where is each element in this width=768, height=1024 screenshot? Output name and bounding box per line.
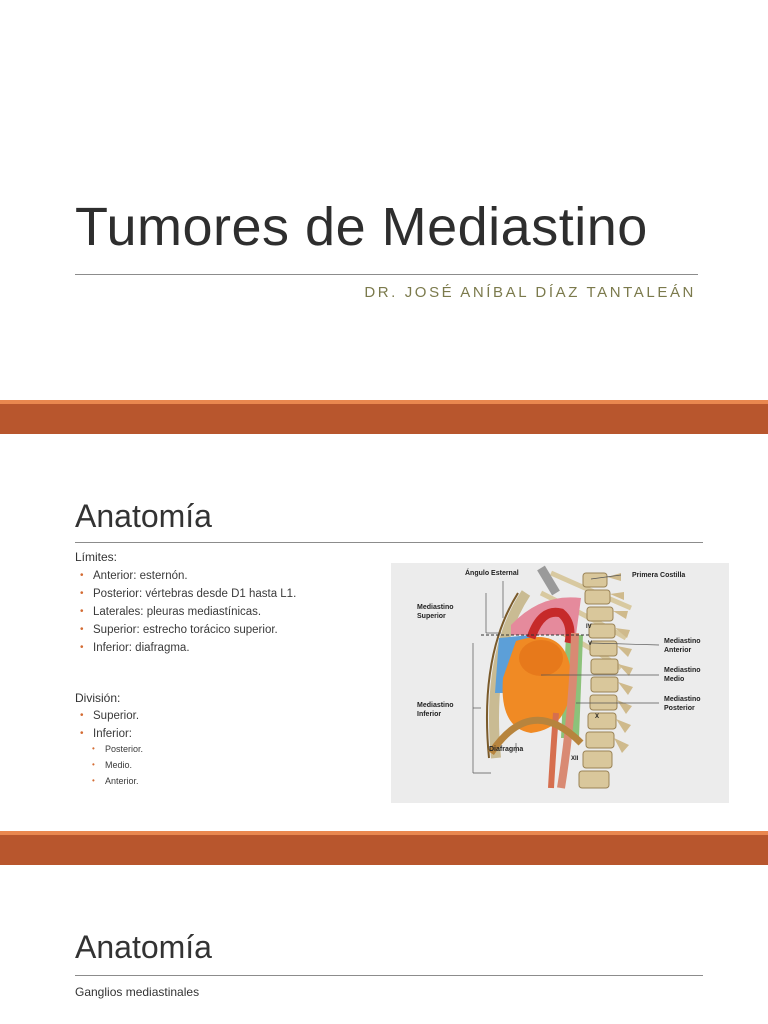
list-item: • Medio. (92, 757, 143, 773)
slide-title (0, 0, 768, 400)
list-item: • Inferior: (80, 725, 139, 743)
label-vertebra-iv: IV (586, 624, 592, 630)
slide-title-text: Tumores de Mediastino (75, 197, 648, 257)
slide-separator (0, 400, 768, 434)
label-primera-costilla: Primera Costilla (632, 572, 686, 579)
list-item: • Inferior: diafragma. (80, 639, 296, 657)
label-mediastino-superior: Mediastino Superior (417, 604, 454, 620)
label-mediastino-inferior: Mediastino Inferior (417, 702, 454, 718)
anatomy-heading: Anatomía (75, 929, 212, 965)
list-item: • Superior. (80, 707, 139, 725)
label-angulo-esternal: Ángulo Esternal (465, 570, 519, 577)
anatomy-heading: Anatomía (75, 498, 212, 534)
label-diafragma: Diafragma (489, 746, 524, 753)
division-sublist (92, 741, 143, 789)
label-mediastino-posterior: Mediastino Posterior (664, 696, 701, 712)
limits-list (80, 567, 296, 657)
list-item: • Laterales: pleuras mediastínicas. (80, 603, 296, 621)
division-label: División: (75, 691, 121, 705)
label-mediastino-anterior: Mediastino Anterior (664, 638, 701, 654)
slide-anatomy-2 (0, 865, 768, 1024)
mediastinum-figure (391, 563, 729, 803)
list-item: • Superior: estrecho torácico superior. (80, 621, 296, 639)
label-vertebra-xii: XII (571, 756, 579, 762)
ganglios-subheading: Ganglios mediastinales (75, 985, 200, 999)
division-list (80, 707, 139, 743)
list-item: • Posterior. (92, 741, 143, 757)
slide-separator (0, 831, 768, 865)
list-item: • Anterior: esternón. (80, 567, 296, 585)
anatomy-rule (75, 542, 703, 543)
list-item: • Anterior. (92, 773, 143, 789)
limits-label: Límites: (75, 550, 118, 564)
label-vertebra-v: V (588, 641, 593, 647)
label-mediastino-medio: Mediastino Medio (664, 667, 701, 683)
title-rule (75, 274, 698, 275)
author-subtitle: DR. JOSÉ ANÍBAL DÍAZ TANTALEÁN (364, 284, 696, 301)
label-vertebra-x: X (595, 714, 600, 720)
list-item: • Posterior: vértebras desde D1 hasta L1. (80, 585, 296, 603)
anatomy-rule (75, 975, 703, 976)
